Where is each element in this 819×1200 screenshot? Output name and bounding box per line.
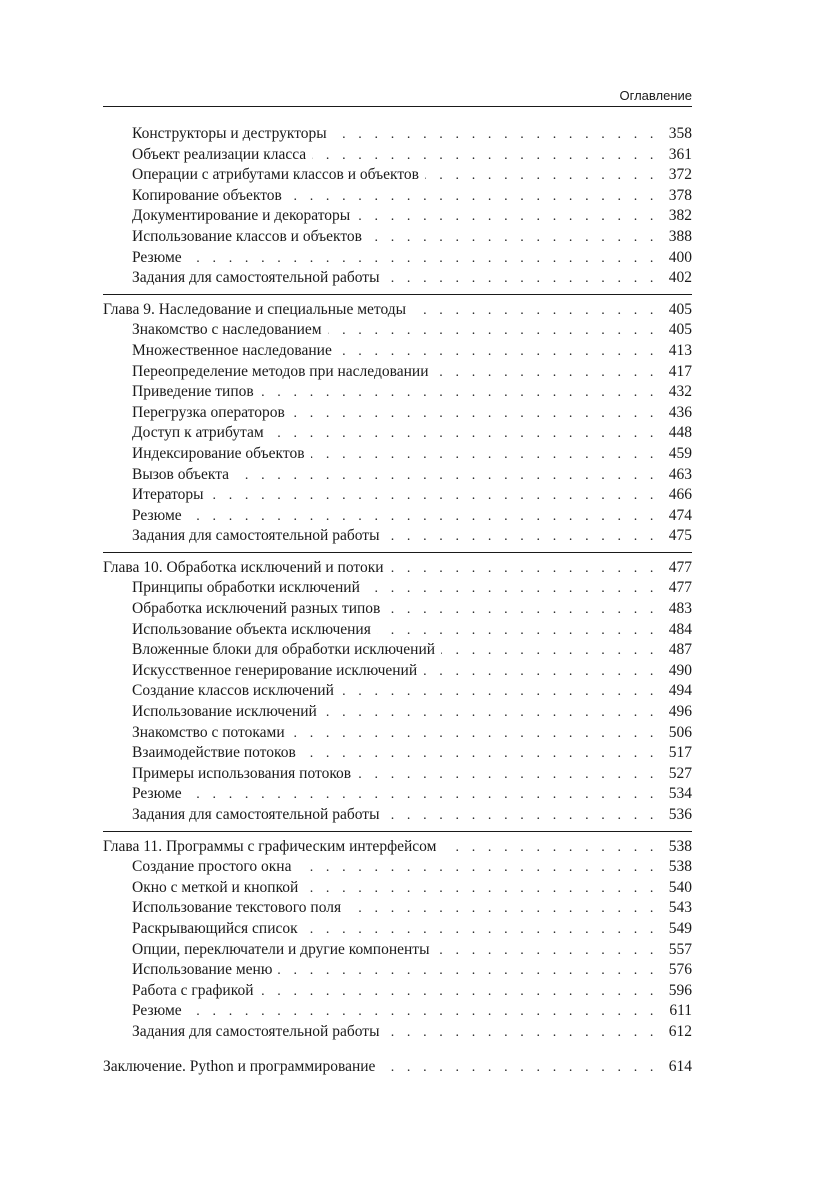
- toc-dot-leader: [357, 765, 658, 786]
- toc-page-number: 490: [668, 661, 692, 679]
- toc-page-number: 611: [669, 1002, 692, 1020]
- toc-entry-title: Создание простого окна: [132, 858, 292, 876]
- toc-entry-title: Заключение. Python и программирование: [103, 1057, 376, 1075]
- toc-page-number: 361: [668, 145, 692, 163]
- toc-entry[interactable]: [103, 341, 692, 362]
- toc-page-number: 557: [668, 940, 692, 958]
- toc-entry-title: Примеры использования потоков: [132, 764, 352, 782]
- toc-dot-leader: [188, 785, 658, 806]
- toc-dot-leader: [291, 724, 658, 745]
- toc-page-number: 484: [668, 620, 692, 638]
- toc-entry-title: Использование исключений: [132, 703, 317, 721]
- toc-entry-title: Документирование и декораторы: [132, 207, 351, 225]
- toc-page-number: 612: [668, 1022, 692, 1040]
- toc-section: [103, 552, 692, 826]
- toc-page-number: 483: [668, 600, 692, 618]
- toc-dot-leader: [312, 146, 658, 167]
- toc-dot-leader: [377, 621, 658, 642]
- toc-entry-title: Задания для самостоятельной работы: [132, 527, 380, 545]
- toc-page-number: 382: [668, 207, 692, 225]
- toc-dot-leader: [385, 269, 658, 290]
- toc-dot-leader: [356, 207, 658, 228]
- toc-entry-title: Объект реализации класса: [132, 145, 307, 163]
- toc-dot-leader: [210, 486, 658, 507]
- toc-page-number: 448: [668, 424, 692, 442]
- toc-entry-title: Резюме: [132, 506, 182, 524]
- toc-page-number: 487: [668, 641, 692, 659]
- toc-dot-leader: [304, 920, 658, 941]
- toc-entry-title: Искусственное генерирование исключений: [132, 661, 418, 679]
- toc-entry-title: Обработка исключений разных типов: [132, 600, 381, 618]
- toc-dot-leader: [188, 249, 658, 270]
- toc-entry-title: Знакомство с потоками: [132, 723, 285, 741]
- toc-page-number: 405: [668, 321, 692, 339]
- toc-dot-leader: [328, 321, 658, 342]
- toc-page-number: 400: [668, 248, 692, 266]
- toc-entry[interactable]: [103, 960, 692, 981]
- toc-entry-title: Глава 11. Программы с графическим интерфейсом: [103, 837, 437, 855]
- toc-entry[interactable]: [103, 320, 692, 341]
- toc-page-number: 378: [668, 186, 692, 204]
- toc-entry[interactable]: [103, 661, 692, 682]
- toc-entry-title: Вложенные блоки для обработки исключений: [132, 641, 436, 659]
- toc-entry[interactable]: [103, 444, 692, 465]
- toc-page-number: 494: [668, 682, 692, 700]
- toc-dot-leader: [347, 899, 658, 920]
- toc-entry[interactable]: [103, 145, 692, 166]
- toc-entry[interactable]: [103, 362, 692, 383]
- toc-entry[interactable]: [103, 857, 692, 878]
- toc-entry-title: Резюме: [132, 1002, 182, 1020]
- running-header: Оглавление: [619, 88, 692, 103]
- toc-page-number: 549: [668, 919, 692, 937]
- toc-dot-leader: [385, 527, 658, 548]
- toc-dot-leader: [425, 166, 658, 187]
- toc-dot-leader: [366, 579, 658, 600]
- toc-page-number: 596: [668, 981, 692, 999]
- toc-dot-leader: [188, 507, 658, 528]
- toc-entry[interactable]: [103, 919, 692, 940]
- toc-entry-title: Задания для самостоятельной работы: [132, 269, 380, 287]
- toc-page-number: 527: [668, 764, 692, 782]
- toc-entry[interactable]: [103, 898, 692, 919]
- toc-dot-leader: [412, 301, 658, 322]
- toc-entry[interactable]: [103, 743, 692, 764]
- toc-dot-leader: [304, 879, 658, 900]
- toc-dot-leader: [390, 559, 658, 580]
- toc-entry[interactable]: [103, 403, 692, 424]
- toc-dot-leader: [270, 424, 658, 445]
- toc-entry[interactable]: [103, 186, 692, 207]
- toc-entry-title: Раскрывающийся список: [132, 919, 298, 937]
- toc-entry-title: Множественное наследование: [132, 341, 332, 359]
- toc-page-number: 413: [668, 341, 692, 359]
- toc-dot-leader: [288, 187, 658, 208]
- toc-entry-title: Копирование объектов: [132, 186, 282, 204]
- toc-entry-title: Создание классов исключений: [132, 682, 334, 700]
- toc-entry-title: Окно с меткой и кнопкой: [132, 878, 299, 896]
- toc-entry[interactable]: [103, 640, 692, 661]
- toc-entry-title: Опции, переключатели и другие компоненты: [132, 940, 430, 958]
- toc-entry-title: Использование меню: [132, 961, 273, 979]
- toc-entry-title: Переопределение методов при наследовании: [132, 362, 429, 380]
- toc-page-number: 517: [668, 744, 692, 762]
- toc-entry[interactable]: [103, 165, 692, 186]
- toc-dot-leader: [434, 363, 658, 384]
- toc-entry[interactable]: [103, 1022, 692, 1043]
- toc-dot-leader: [297, 858, 658, 879]
- toc-dot-leader: [340, 682, 658, 703]
- toc-entry[interactable]: [103, 599, 692, 620]
- toc-page-number: 538: [668, 837, 692, 855]
- toc-dot-leader: [278, 961, 658, 982]
- toc-section: [103, 294, 692, 547]
- toc-entry[interactable]: [103, 485, 692, 506]
- toc-entry[interactable]: [103, 940, 692, 961]
- toc-page-number: 459: [668, 444, 692, 462]
- toc-page-number: 358: [668, 125, 692, 142]
- toc-page-number: 405: [668, 300, 692, 318]
- toc-page-number: 466: [668, 486, 692, 504]
- toc-entry-title: Конструкторы и деструкторы: [132, 125, 327, 142]
- toc-page-number: 436: [668, 403, 692, 421]
- toc-page-number: 496: [668, 703, 692, 721]
- header-rule: [103, 106, 692, 107]
- toc-entry[interactable]: [103, 878, 692, 899]
- toc-entry[interactable]: [103, 268, 692, 289]
- toc-dot-leader: [338, 342, 658, 363]
- toc-page-number: 417: [668, 362, 692, 380]
- toc-entry[interactable]: [103, 784, 692, 805]
- toc-entry[interactable]: [103, 805, 692, 826]
- toc-entry[interactable]: [103, 764, 692, 785]
- toc-page-number: 432: [668, 383, 692, 401]
- toc-dot-leader: [381, 1058, 658, 1079]
- toc-entry-title: Задания для самостоятельной работы: [132, 806, 380, 823]
- toc-entry-title: Итераторы: [132, 486, 204, 504]
- toc-chapter-entry[interactable]: [103, 837, 692, 858]
- toc-page-number: 540: [668, 878, 692, 896]
- toc-dot-leader: [260, 982, 658, 1003]
- toc-entry[interactable]: [103, 723, 692, 744]
- toc-entry-title: Взаимодействие потоков: [132, 744, 296, 762]
- toc-entry-title: Использование классов и объектов: [132, 227, 362, 245]
- toc-entry-title: Индексирование объектов: [132, 444, 305, 462]
- toc-entry-title: Использование объекта исключения: [132, 620, 371, 638]
- toc-dot-leader: [235, 466, 658, 487]
- toc-dot-leader: [260, 383, 658, 404]
- toc-dot-leader: [442, 838, 658, 859]
- toc-page-number: 475: [668, 527, 692, 545]
- toc-entry-title: Знакомство с наследованием: [132, 321, 322, 339]
- toc-entry-title: Принципы обработки исключений: [132, 579, 360, 597]
- toc-entry[interactable]: [103, 248, 692, 269]
- toc-dot-leader: [311, 445, 658, 466]
- toc-entry-title: Резюме: [132, 248, 182, 266]
- toc-dot-leader: [441, 641, 658, 662]
- table-of-contents: [103, 124, 692, 1077]
- toc-dot-leader: [385, 806, 658, 827]
- toc-entry-title: Глава 9. Наследование и специальные методы: [103, 300, 407, 318]
- toc-entry[interactable]: [103, 465, 692, 486]
- toc-page-number: 614: [668, 1057, 692, 1075]
- toc-entry[interactable]: [103, 578, 692, 599]
- toc-entry-title: Приведение типов: [132, 383, 254, 401]
- toc-page-number: 402: [668, 269, 692, 287]
- toc-entry[interactable]: [103, 124, 692, 145]
- toc-entry-title: Вызов объекта: [132, 465, 230, 483]
- toc-dot-leader: [386, 600, 658, 621]
- toc-page-number: 543: [668, 899, 692, 917]
- toc-chapter-entry[interactable]: [103, 1057, 692, 1078]
- toc-dot-leader: [385, 1023, 658, 1044]
- toc-chapter-entry[interactable]: [103, 300, 692, 321]
- toc-page-number: 506: [668, 723, 692, 741]
- toc-page-number: 538: [668, 858, 692, 876]
- toc-page-number: 372: [668, 166, 692, 184]
- toc-entry[interactable]: [103, 382, 692, 403]
- toc-page-number: 534: [668, 785, 692, 803]
- toc-dot-leader: [302, 744, 658, 765]
- toc-entry[interactable]: [103, 206, 692, 227]
- toc-entry[interactable]: [103, 620, 692, 641]
- toc-entry[interactable]: [103, 1001, 692, 1022]
- toc-entry-title: Резюме: [132, 785, 182, 803]
- toc-section: [103, 831, 692, 1043]
- toc-entry[interactable]: [103, 981, 692, 1002]
- toc-entry-title: Доступ к атрибутам: [132, 424, 264, 442]
- toc-entry-title: Перегрузка операторов: [132, 403, 285, 421]
- toc-section: [103, 1057, 692, 1078]
- toc-entry[interactable]: [103, 526, 692, 547]
- toc-dot-leader: [435, 941, 658, 962]
- toc-entry-title: Глава 10. Обработка исключений и потоки: [103, 558, 384, 576]
- toc-entry[interactable]: [103, 506, 692, 527]
- toc-entry-title: Операции с атрибутами классов и объектов: [132, 166, 419, 184]
- toc-dot-leader: [291, 404, 658, 425]
- toc-page-number: 536: [668, 806, 692, 823]
- toc-dot-leader: [333, 125, 658, 146]
- toc-page-number: 477: [668, 558, 692, 576]
- toc-entry[interactable]: [103, 702, 692, 723]
- toc-page-number: 474: [668, 506, 692, 524]
- toc-page-number: 477: [668, 579, 692, 597]
- toc-dot-leader: [423, 662, 658, 683]
- toc-entry[interactable]: [103, 423, 692, 444]
- toc-entry[interactable]: [103, 681, 692, 702]
- toc-page-number: 576: [668, 961, 692, 979]
- toc-entry[interactable]: [103, 227, 692, 248]
- toc-entry-title: Использование текстового поля: [132, 899, 342, 917]
- toc-dot-leader: [323, 703, 658, 724]
- toc-dot-leader: [188, 1002, 658, 1023]
- toc-page-number: 388: [668, 227, 692, 245]
- toc-section: [103, 124, 692, 289]
- toc-entry-title: Задания для самостоятельной работы: [132, 1022, 380, 1040]
- toc-dot-leader: [368, 228, 658, 249]
- toc-entry-title: Работа с графикой: [132, 981, 254, 999]
- toc-chapter-entry[interactable]: [103, 558, 692, 579]
- toc-page-number: 463: [668, 465, 692, 483]
